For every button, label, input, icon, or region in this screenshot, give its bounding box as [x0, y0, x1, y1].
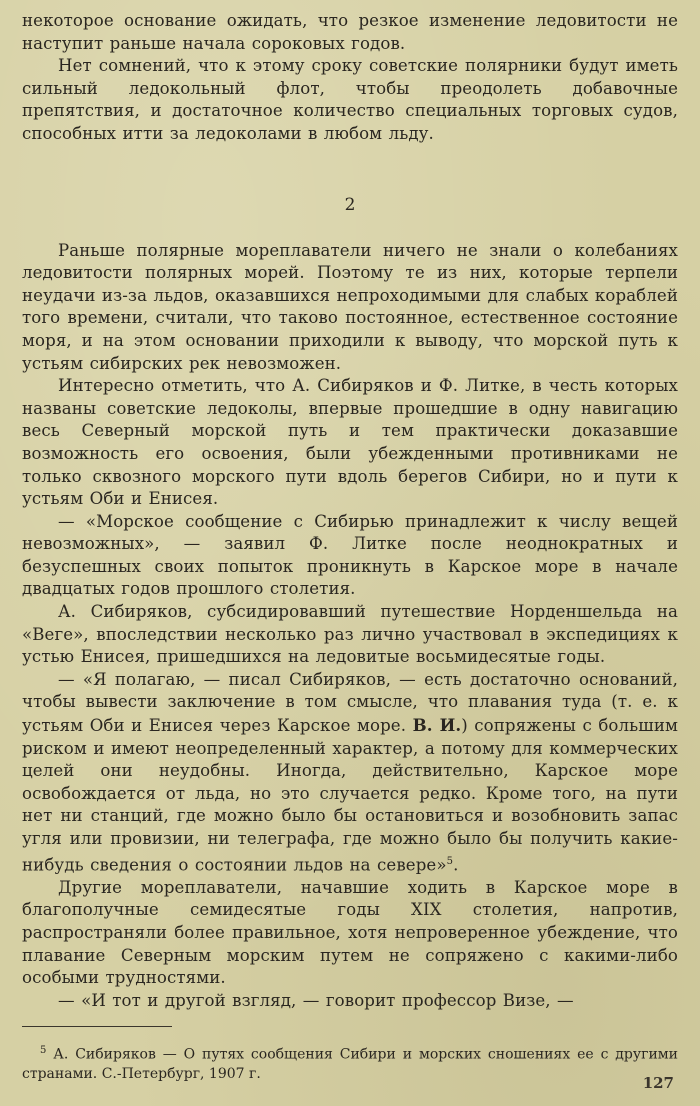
paragraph: Другие мореплаватели, начавшие ходить в Карское море в благополучные семидесятые годы XIX столетия, напротив, распространяли более правильное, хотя непроверенное убеждение, что плавание Северным морским путем не сопряжено с какими-либо особыми трудностями.: [22, 877, 678, 988]
page-number: 127: [642, 1074, 674, 1092]
footnote-text: А. Сибиряков — О путях сообщения Сибири и морских сношениях ее с другими странами. С.-Петербург, 1907 г.: [22, 1046, 678, 1082]
paragraph: — «Морское сообщение с Сибирью принадлежит к числу вещей невозможных», — заявил Ф. Литке после неоднократных и безуспешных своих попыток проникнуть в Карское море в начале двадцатых годов прошлого столетия.: [22, 511, 678, 599]
editor-initials: В. И.: [412, 715, 462, 736]
quote-paragraph: [22, 669, 678, 877]
quote-text-tail: .: [453, 855, 459, 875]
book-page: [22, 10, 678, 1084]
paragraph: Нет сомнений, что к этому сроку советские полярники будут иметь сильный ледокольный флот, чтобы преодолеть добавочные препятствия, и достаточное количество специальных торговых судов, способных итти за ледоколами в любом льду.: [22, 56, 678, 143]
quote-text-end: ) сопряжены с большим риском и имеют неопределенный характер, а потому для коммерческих целей они неудобны. Иногда, действительно, Карское море освобождается от льда, но это случается редко. Кроме того, на пути нет ни станций, где можно было бы остановиться и возобновить запас угля или провизии, ни телеграфа, где можно было бы получить какие-нибудь сведения о состоянии льдов на севере»: [22, 716, 678, 875]
footnote-divider: [22, 1026, 172, 1027]
paragraph: — «И тот и другой взгляд, — говорит профессор Визе, —: [58, 990, 574, 1010]
paragraph: А. Сибиряков, субсидировавший путешествие Норденшельда на «Веге», впоследствии несколько раз лично участвовал в экспедициях к устью Енисея, пришедшихся на ледовитые восьмидесятые годы.: [22, 602, 678, 667]
footnote: [22, 1041, 678, 1084]
paragraph: Раньше полярные мореплаватели ничего не знали о колебаниях ледовитости полярных морей. Поэтому те из них, которые терпели неудачи из-за льдов, оказавшихся непроходимыми для слабых кораблей того времени, считали, что таково постоянное, естественное состояние моря, и на этом основании приходили к выводу, что морской путь к устьям сибирских рек невозможен.: [22, 240, 678, 373]
paragraph: Интересно отметить, что А. Сибиряков и Ф. Литке, в честь которых названы советские ледоколы, впервые прошедшие в одну навигацию весь Северный морской путь и тем практически доказавшие возможность его освоения, были убежденными противниками не только сквозного морского пути вдоль берегов Сибири, но и пути к устьям Оби и Енисея.: [22, 376, 678, 509]
section-number: 2: [344, 194, 356, 215]
footnote-marker: 5: [40, 1045, 47, 1057]
quote-text-start: — «Я полагаю, — писал Сибиряков, — есть достаточно оснований, чтобы вывести заключение в том смысле, что плавания туда (т. е. к устьям Оби и Енисея через Карское море.: [22, 669, 678, 736]
footnote-reference: 5: [446, 855, 454, 867]
paragraph-continued: некоторое основание ожидать, что резкое изменение ледовитости не наступит раньше начала сороковых годов.: [22, 11, 678, 53]
